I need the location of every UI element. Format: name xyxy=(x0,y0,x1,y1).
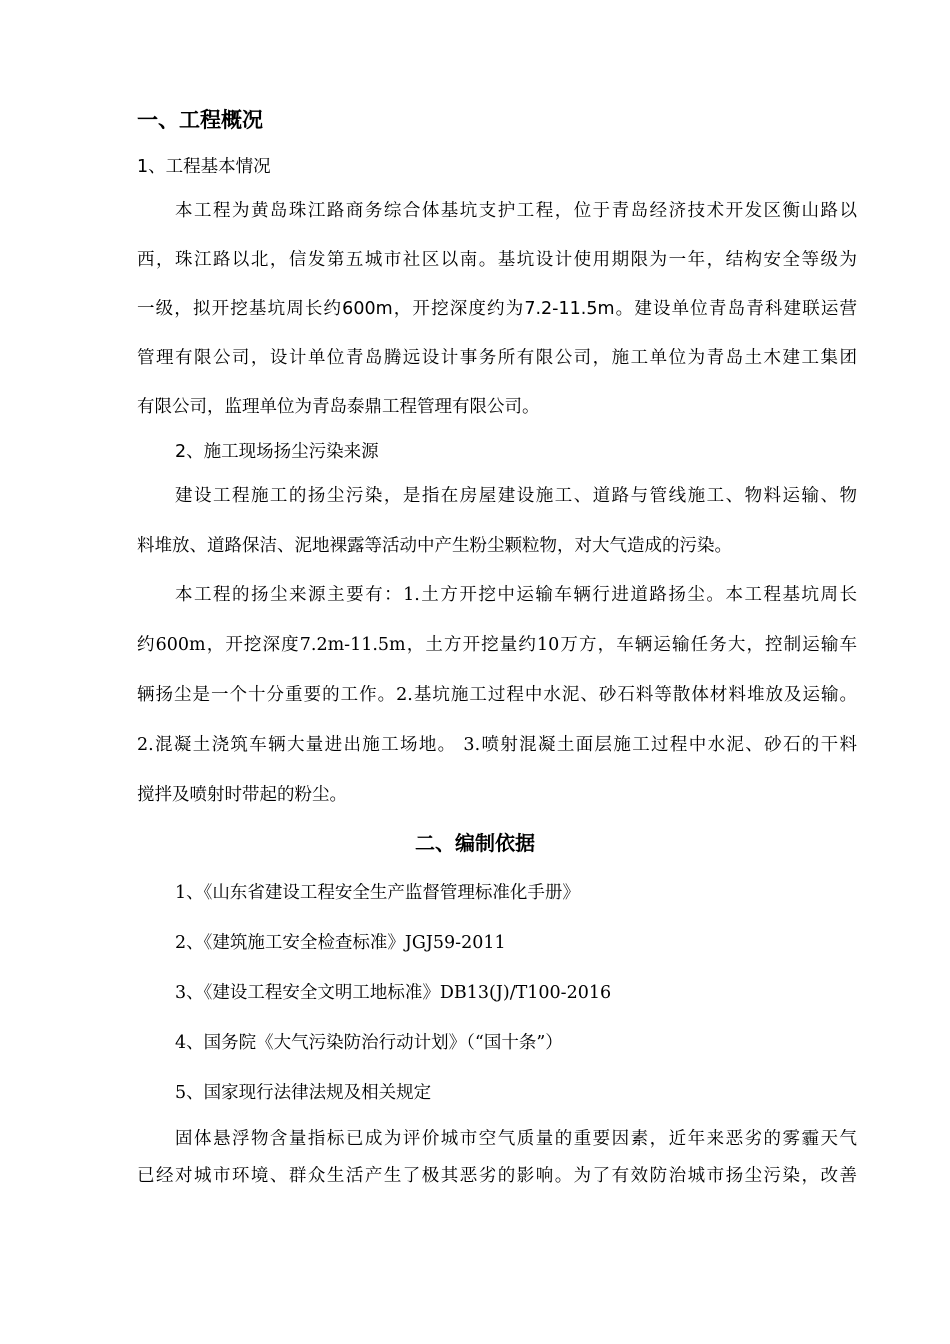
paragraph-line: 料堆放、道路保洁、泥地裸露等活动中产生粉尘颗粒物，对大气造成的污染。 xyxy=(137,536,732,556)
reference-item: 1、《山东省建设工程安全生产监督管理标准化手册》 xyxy=(175,883,580,903)
paragraph-line: 管理有限公司，设计单位青岛腾远设计事务所有限公司，施工单位为青岛土木建工集团 xyxy=(137,348,857,368)
reference-item: 4、国务院《大气污染防治行动计划》（“国十条”） xyxy=(175,1033,563,1053)
paragraph-line: 建设工程施工的扬尘污染，是指在房屋建设施工、道路与管线施工、物料运输、物 xyxy=(175,486,857,506)
subsection-1-title: 1、工程基本情况 xyxy=(137,157,271,177)
paragraph-line: 有限公司，监理单位为青岛泰鼎工程管理有限公司。 xyxy=(137,397,540,417)
section-1-title: 一、工程概况 xyxy=(137,108,263,132)
subsection-2-title: 2、施工现场扬尘污染来源 xyxy=(175,442,379,462)
paragraph-line: 已经对城市环境、群众生活产生了极其恶劣的影响。为了有效防治城市扬尘污染，改善 xyxy=(137,1166,857,1186)
paragraph-line: 西，珠江路以北，信发第五城市社区以南。基坑设计使用期限为一年，结构安全等级为 xyxy=(137,250,857,270)
paragraph-line: 搅拌及喷射时带起的粉尘。 xyxy=(137,785,347,805)
paragraph-line: 约600m，开挖深度7.2m-11.5m，土方开挖量约10万方，车辆运输任务大，控制运输车 xyxy=(137,635,857,655)
paragraph-line: 本工程的扬尘来源主要有：1.土方开挖中运输车辆行进道路扬尘。本工程基坑周长 xyxy=(175,585,857,605)
paragraph-line: 2.混凝土浇筑车辆大量进出施工场地。 3.喷射混凝土面层施工过程中水泥、砂石的干料 xyxy=(137,735,857,755)
paragraph-line: 一级，拟开挖基坑周长约600m，开挖深度约为7.2-11.5m。建设单位青岛青科建联运营 xyxy=(137,299,857,319)
reference-item: 2、《建筑施工安全检查标准》JGJ59-2011 xyxy=(175,933,506,953)
paragraph-line: 辆扬尘是一个十分重要的工作。2.基坑施工过程中水泥、砂石料等散体材料堆放及运输。 xyxy=(137,685,857,705)
reference-item: 3、《建设工程安全文明工地标准》DB13(J)/T100-2016 xyxy=(175,983,612,1003)
section-2-title: 二、编制依据 xyxy=(415,831,535,855)
reference-item: 5、国家现行法律法规及相关规定 xyxy=(175,1083,432,1103)
paragraph-line: 固体悬浮物含量指标已成为评价城市空气质量的重要因素，近年来恶劣的雾霾天气 xyxy=(175,1129,857,1149)
paragraph-line: 本工程为黄岛珠江路商务综合体基坑支护工程，位于青岛经济技术开发区衡山路以 xyxy=(175,201,857,221)
